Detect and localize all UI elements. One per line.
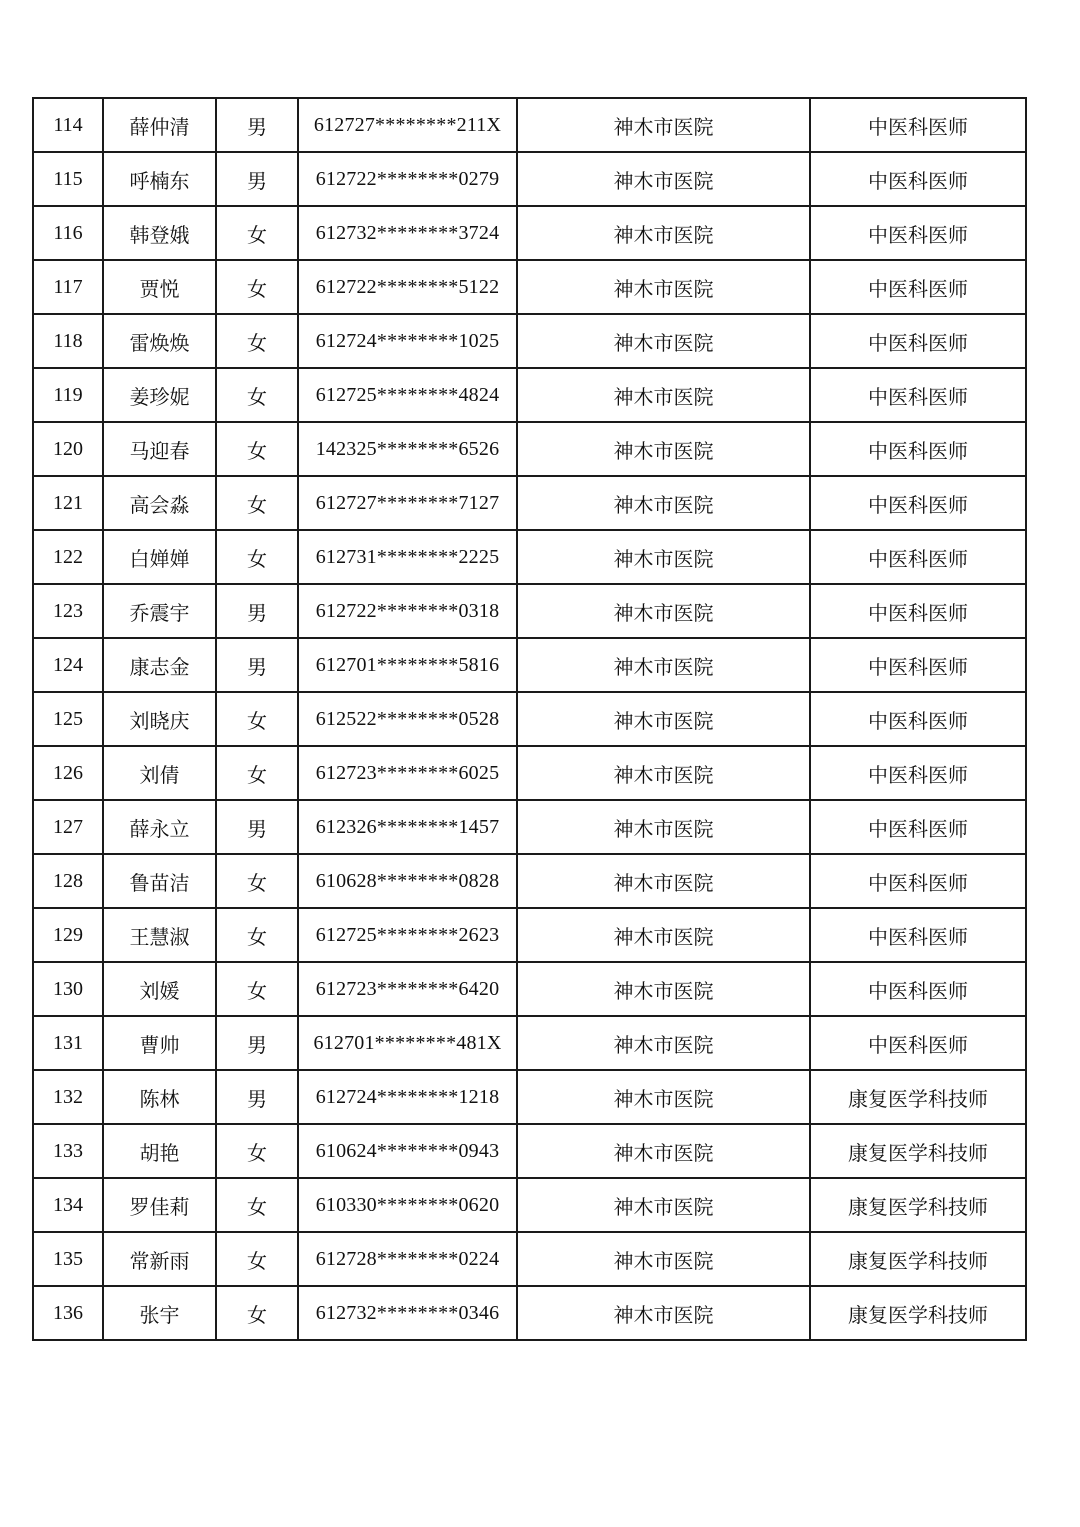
person-name-cell: 雷焕焕 [103, 314, 216, 368]
id-number-cell: 612732********0346 [298, 1286, 517, 1340]
employer-unit-cell: 神木市医院 [517, 746, 810, 800]
job-position-cell: 中医科医师 [810, 260, 1026, 314]
job-position-cell: 中医科医师 [810, 962, 1026, 1016]
job-position-cell: 中医科医师 [810, 638, 1026, 692]
id-number-cell: 612725********2623 [298, 908, 517, 962]
row-number-cell: 120 [33, 422, 103, 476]
table-row [33, 1286, 1026, 1340]
table-row [33, 422, 1026, 476]
job-position-cell: 康复医学科技师 [810, 1124, 1026, 1178]
job-position-cell: 中医科医师 [810, 98, 1026, 152]
person-name-cell: 刘倩 [103, 746, 216, 800]
gender-cell: 男 [216, 1070, 298, 1124]
id-number-cell: 610624********0943 [298, 1124, 517, 1178]
table-row [33, 584, 1026, 638]
id-number-cell: 142325********6526 [298, 422, 517, 476]
person-name-cell: 康志金 [103, 638, 216, 692]
roster-table [32, 97, 1027, 1341]
id-number-cell: 612731********2225 [298, 530, 517, 584]
employer-unit-cell: 神木市医院 [517, 800, 810, 854]
table-row [33, 1232, 1026, 1286]
employer-unit-cell: 神木市医院 [517, 1178, 810, 1232]
row-number-cell: 117 [33, 260, 103, 314]
employer-unit-cell: 神木市医院 [517, 692, 810, 746]
gender-cell: 女 [216, 1232, 298, 1286]
job-position-cell: 中医科医师 [810, 368, 1026, 422]
gender-cell: 男 [216, 584, 298, 638]
row-number-cell: 123 [33, 584, 103, 638]
gender-cell: 女 [216, 260, 298, 314]
table-row [33, 152, 1026, 206]
employer-unit-cell: 神木市医院 [517, 260, 810, 314]
table-row [33, 98, 1026, 152]
row-number-cell: 124 [33, 638, 103, 692]
row-number-cell: 134 [33, 1178, 103, 1232]
job-position-cell: 中医科医师 [810, 584, 1026, 638]
row-number-cell: 132 [33, 1070, 103, 1124]
job-position-cell: 中医科医师 [810, 692, 1026, 746]
id-number-cell: 612724********1025 [298, 314, 517, 368]
id-number-cell: 612326********1457 [298, 800, 517, 854]
gender-cell: 女 [216, 854, 298, 908]
table-row [33, 1178, 1026, 1232]
employer-unit-cell: 神木市医院 [517, 476, 810, 530]
employer-unit-cell: 神木市医院 [517, 1070, 810, 1124]
row-number-cell: 116 [33, 206, 103, 260]
person-name-cell: 鲁苗洁 [103, 854, 216, 908]
gender-cell: 女 [216, 1124, 298, 1178]
employer-unit-cell: 神木市医院 [517, 1016, 810, 1070]
person-name-cell: 罗佳莉 [103, 1178, 216, 1232]
person-name-cell: 刘晓庆 [103, 692, 216, 746]
gender-cell: 男 [216, 638, 298, 692]
table-row [33, 206, 1026, 260]
row-number-cell: 135 [33, 1232, 103, 1286]
table-row [33, 260, 1026, 314]
table-row [33, 530, 1026, 584]
id-number-cell: 612727********211X [298, 98, 517, 152]
person-name-cell: 薛永立 [103, 800, 216, 854]
job-position-cell: 康复医学科技师 [810, 1286, 1026, 1340]
employer-unit-cell: 神木市医院 [517, 314, 810, 368]
person-name-cell: 曹帅 [103, 1016, 216, 1070]
person-name-cell: 刘媛 [103, 962, 216, 1016]
gender-cell: 男 [216, 98, 298, 152]
row-number-cell: 121 [33, 476, 103, 530]
table-row [33, 746, 1026, 800]
gender-cell: 男 [216, 800, 298, 854]
job-position-cell: 中医科医师 [810, 800, 1026, 854]
gender-cell: 女 [216, 908, 298, 962]
row-number-cell: 133 [33, 1124, 103, 1178]
id-number-cell: 612728********0224 [298, 1232, 517, 1286]
id-number-cell: 612722********0279 [298, 152, 517, 206]
gender-cell: 女 [216, 206, 298, 260]
row-number-cell: 125 [33, 692, 103, 746]
gender-cell: 女 [216, 530, 298, 584]
person-name-cell: 陈林 [103, 1070, 216, 1124]
employer-unit-cell: 神木市医院 [517, 908, 810, 962]
employer-unit-cell: 神木市医院 [517, 1286, 810, 1340]
employer-unit-cell: 神木市医院 [517, 206, 810, 260]
gender-cell: 女 [216, 368, 298, 422]
job-position-cell: 中医科医师 [810, 476, 1026, 530]
job-position-cell: 康复医学科技师 [810, 1178, 1026, 1232]
table-row [33, 1070, 1026, 1124]
table-row [33, 1016, 1026, 1070]
person-name-cell: 张宇 [103, 1286, 216, 1340]
person-name-cell: 姜珍妮 [103, 368, 216, 422]
table-row [33, 800, 1026, 854]
row-number-cell: 128 [33, 854, 103, 908]
row-number-cell: 126 [33, 746, 103, 800]
gender-cell: 女 [216, 962, 298, 1016]
row-number-cell: 114 [33, 98, 103, 152]
job-position-cell: 中医科医师 [810, 422, 1026, 476]
job-position-cell: 中医科医师 [810, 908, 1026, 962]
gender-cell: 男 [216, 152, 298, 206]
table-row [33, 908, 1026, 962]
table-row [33, 854, 1026, 908]
table-row [33, 1124, 1026, 1178]
row-number-cell: 118 [33, 314, 103, 368]
id-number-cell: 612701********5816 [298, 638, 517, 692]
id-number-cell: 612723********6025 [298, 746, 517, 800]
person-name-cell: 贾悦 [103, 260, 216, 314]
id-number-cell: 612727********7127 [298, 476, 517, 530]
person-name-cell: 白婵婵 [103, 530, 216, 584]
row-number-cell: 115 [33, 152, 103, 206]
person-name-cell: 韩登娥 [103, 206, 216, 260]
job-position-cell: 中医科医师 [810, 152, 1026, 206]
person-name-cell: 薛仲清 [103, 98, 216, 152]
id-number-cell: 612722********0318 [298, 584, 517, 638]
employer-unit-cell: 神木市医院 [517, 854, 810, 908]
table-row [33, 692, 1026, 746]
job-position-cell: 中医科医师 [810, 530, 1026, 584]
table-row [33, 368, 1026, 422]
row-number-cell: 127 [33, 800, 103, 854]
job-position-cell: 康复医学科技师 [810, 1070, 1026, 1124]
id-number-cell: 610628********0828 [298, 854, 517, 908]
id-number-cell: 612723********6420 [298, 962, 517, 1016]
gender-cell: 女 [216, 476, 298, 530]
table-row [33, 962, 1026, 1016]
row-number-cell: 130 [33, 962, 103, 1016]
table-row [33, 638, 1026, 692]
employer-unit-cell: 神木市医院 [517, 98, 810, 152]
job-position-cell: 中医科医师 [810, 746, 1026, 800]
gender-cell: 女 [216, 1286, 298, 1340]
person-name-cell: 高会淼 [103, 476, 216, 530]
person-name-cell: 王慧淑 [103, 908, 216, 962]
employer-unit-cell: 神木市医院 [517, 962, 810, 1016]
person-name-cell: 乔震宇 [103, 584, 216, 638]
gender-cell: 女 [216, 314, 298, 368]
id-number-cell: 610330********0620 [298, 1178, 517, 1232]
id-number-cell: 612722********5122 [298, 260, 517, 314]
job-position-cell: 中医科医师 [810, 1016, 1026, 1070]
row-number-cell: 122 [33, 530, 103, 584]
job-position-cell: 康复医学科技师 [810, 1232, 1026, 1286]
person-name-cell: 呼楠东 [103, 152, 216, 206]
employer-unit-cell: 神木市医院 [517, 1124, 810, 1178]
gender-cell: 女 [216, 746, 298, 800]
gender-cell: 女 [216, 692, 298, 746]
employer-unit-cell: 神木市医院 [517, 638, 810, 692]
gender-cell: 女 [216, 1178, 298, 1232]
row-number-cell: 129 [33, 908, 103, 962]
gender-cell: 男 [216, 1016, 298, 1070]
job-position-cell: 中医科医师 [810, 206, 1026, 260]
row-number-cell: 136 [33, 1286, 103, 1340]
person-name-cell: 马迎春 [103, 422, 216, 476]
job-position-cell: 中医科医师 [810, 314, 1026, 368]
table-row [33, 476, 1026, 530]
employer-unit-cell: 神木市医院 [517, 530, 810, 584]
job-position-cell: 中医科医师 [810, 854, 1026, 908]
id-number-cell: 612522********0528 [298, 692, 517, 746]
table-row [33, 314, 1026, 368]
id-number-cell: 612732********3724 [298, 206, 517, 260]
employer-unit-cell: 神木市医院 [517, 584, 810, 638]
gender-cell: 女 [216, 422, 298, 476]
employer-unit-cell: 神木市医院 [517, 368, 810, 422]
id-number-cell: 612724********1218 [298, 1070, 517, 1124]
id-number-cell: 612701********481X [298, 1016, 517, 1070]
row-number-cell: 119 [33, 368, 103, 422]
employer-unit-cell: 神木市医院 [517, 152, 810, 206]
person-name-cell: 常新雨 [103, 1232, 216, 1286]
roster-body [33, 98, 1026, 1340]
id-number-cell: 612725********4824 [298, 368, 517, 422]
person-name-cell: 胡艳 [103, 1124, 216, 1178]
employer-unit-cell: 神木市医院 [517, 1232, 810, 1286]
employer-unit-cell: 神木市医院 [517, 422, 810, 476]
row-number-cell: 131 [33, 1016, 103, 1070]
